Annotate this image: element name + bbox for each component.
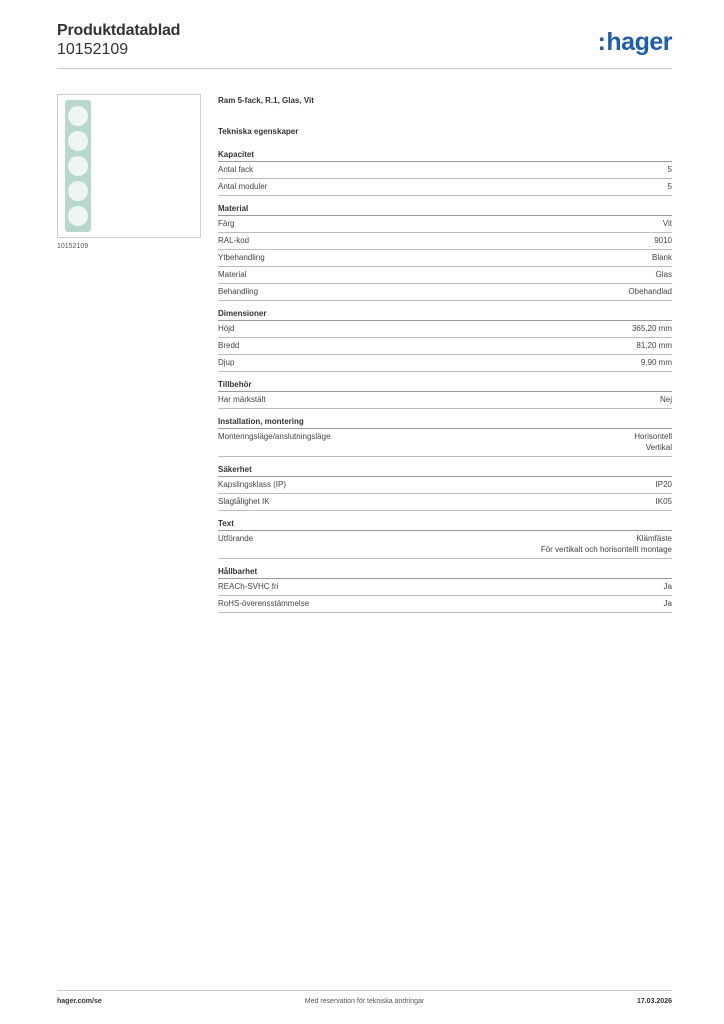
spec-section [218,465,672,511]
spec-row [218,162,672,179]
spec-label: Höjd [218,324,235,333]
spec-value-line: IP20 [655,480,672,489]
frame-slot-1 [68,106,88,126]
spec-value-line: 5 [667,165,672,174]
header-divider [57,68,672,69]
spec-value-line: 9010 [654,236,672,245]
technical-properties-title: Tekniska egenskaper [218,127,299,136]
spec-value [668,164,672,175]
spec-row [218,321,672,338]
frame-image [65,100,91,232]
spec-value [668,181,672,192]
spec-value [664,598,672,609]
section-title: Material [218,204,672,216]
section-title: Hållbarhet [218,567,672,579]
spec-value-line: 81,20 mm [636,341,672,350]
spec-value [664,581,672,592]
spec-section [218,150,672,196]
product-thumbnail [57,94,201,238]
spec-label: Djup [218,358,235,367]
spec-row [218,579,672,596]
spec-value-line: Vertikal [645,443,672,452]
footer-divider [57,990,672,991]
spec-label: Antal moduler [218,182,268,191]
document-title: Produktdatablad [57,22,181,39]
spec-value [636,340,672,351]
spec-value-line: Blank [651,253,672,262]
spec-value [652,252,672,263]
logo-colon-mark: : [597,28,606,56]
spec-value-line: Klämfäste [636,534,672,543]
spec-value [660,394,672,405]
section-title: Installation, montering [218,417,672,429]
spec-row [218,392,672,409]
spec-label: Antal fack [218,165,254,174]
spec-content [218,96,672,621]
section-title: Säkerhet [218,465,672,477]
footer-website: hager.com/se [57,998,102,1005]
spec-label: Utförande [218,534,254,543]
footer-date: 17.03.2026 [636,998,672,1005]
spec-value-line: Glas [655,270,672,279]
frame-slot-2 [68,131,88,151]
section-title: Dimensioner [218,309,672,321]
spec-value-line: Vit [662,219,672,228]
spec-value-line: 5 [667,182,672,191]
spec-label: RoHS-överensstämmelse [218,599,310,608]
spec-label: RAL-kod [218,236,250,245]
section-title: Kapacitet [218,150,672,162]
spec-sections [218,150,672,613]
spec-row [218,267,672,284]
hager-logo [598,28,672,57]
spec-value-line: IK05 [655,497,672,506]
section-title: Text [218,519,672,531]
spec-row [218,179,672,196]
spec-label: Kapslingsklass (IP) [218,480,287,489]
spec-row [218,429,672,457]
spec-value-line: Ja [663,582,672,591]
logo-text: hager [606,28,672,56]
spec-row [218,233,672,250]
spec-row [218,355,672,372]
spec-section [218,417,672,457]
spec-value [654,235,672,246]
spec-label: REACh-SVHC fri [218,582,279,591]
spec-value [641,357,672,368]
section-title: Tillbehör [218,380,672,392]
spec-label: Slagtålighet IK [218,497,270,506]
spec-row [218,216,672,233]
spec-value [632,323,672,334]
product-name: Ram 5-fack, R.1, Glas, Vit [218,96,314,105]
frame-slot-4 [68,181,88,201]
spec-value-line: Obehandlad [628,287,672,296]
spec-label: Har märkstält [218,395,266,404]
spec-row [218,338,672,355]
spec-label: Ytbehandling [218,253,265,262]
spec-row [218,531,672,559]
spec-row [218,250,672,267]
spec-section [218,380,672,409]
spec-value [656,479,672,490]
spec-value-line: Nej [659,395,672,404]
spec-value [663,218,672,229]
spec-section [218,519,672,559]
spec-label: Material [218,270,247,279]
spec-value-line: 9,90 mm [640,358,672,367]
spec-value [656,496,672,507]
spec-value [634,431,672,453]
spec-value [541,533,672,555]
spec-row [218,596,672,613]
spec-label: Behandling [218,287,259,296]
spec-value-line: 365,20 mm [631,324,672,333]
spec-value [656,269,672,280]
spec-label: Bredd [218,341,240,350]
spec-row [218,494,672,511]
spec-value [628,286,672,297]
footer-notice: Med reservation för tekniska ändringar [304,998,425,1005]
thumbnail-caption: 10152109 [57,243,89,250]
spec-value-line: För vertikalt och horisontellt montage [540,545,672,554]
page-header [57,20,672,70]
spec-value-line: Ja [663,599,672,608]
document-number: 10152109 [57,41,129,58]
spec-value-line: Horisontell [634,432,672,441]
spec-section [218,204,672,301]
frame-slot-5 [68,206,88,226]
frame-slot-3 [68,156,88,176]
spec-row [218,477,672,494]
spec-label: Monteringsläge/anslutningsläge [218,432,331,441]
spec-section [218,309,672,372]
spec-section [218,567,672,613]
spec-row [218,284,672,301]
spec-label: Färg [218,219,235,228]
